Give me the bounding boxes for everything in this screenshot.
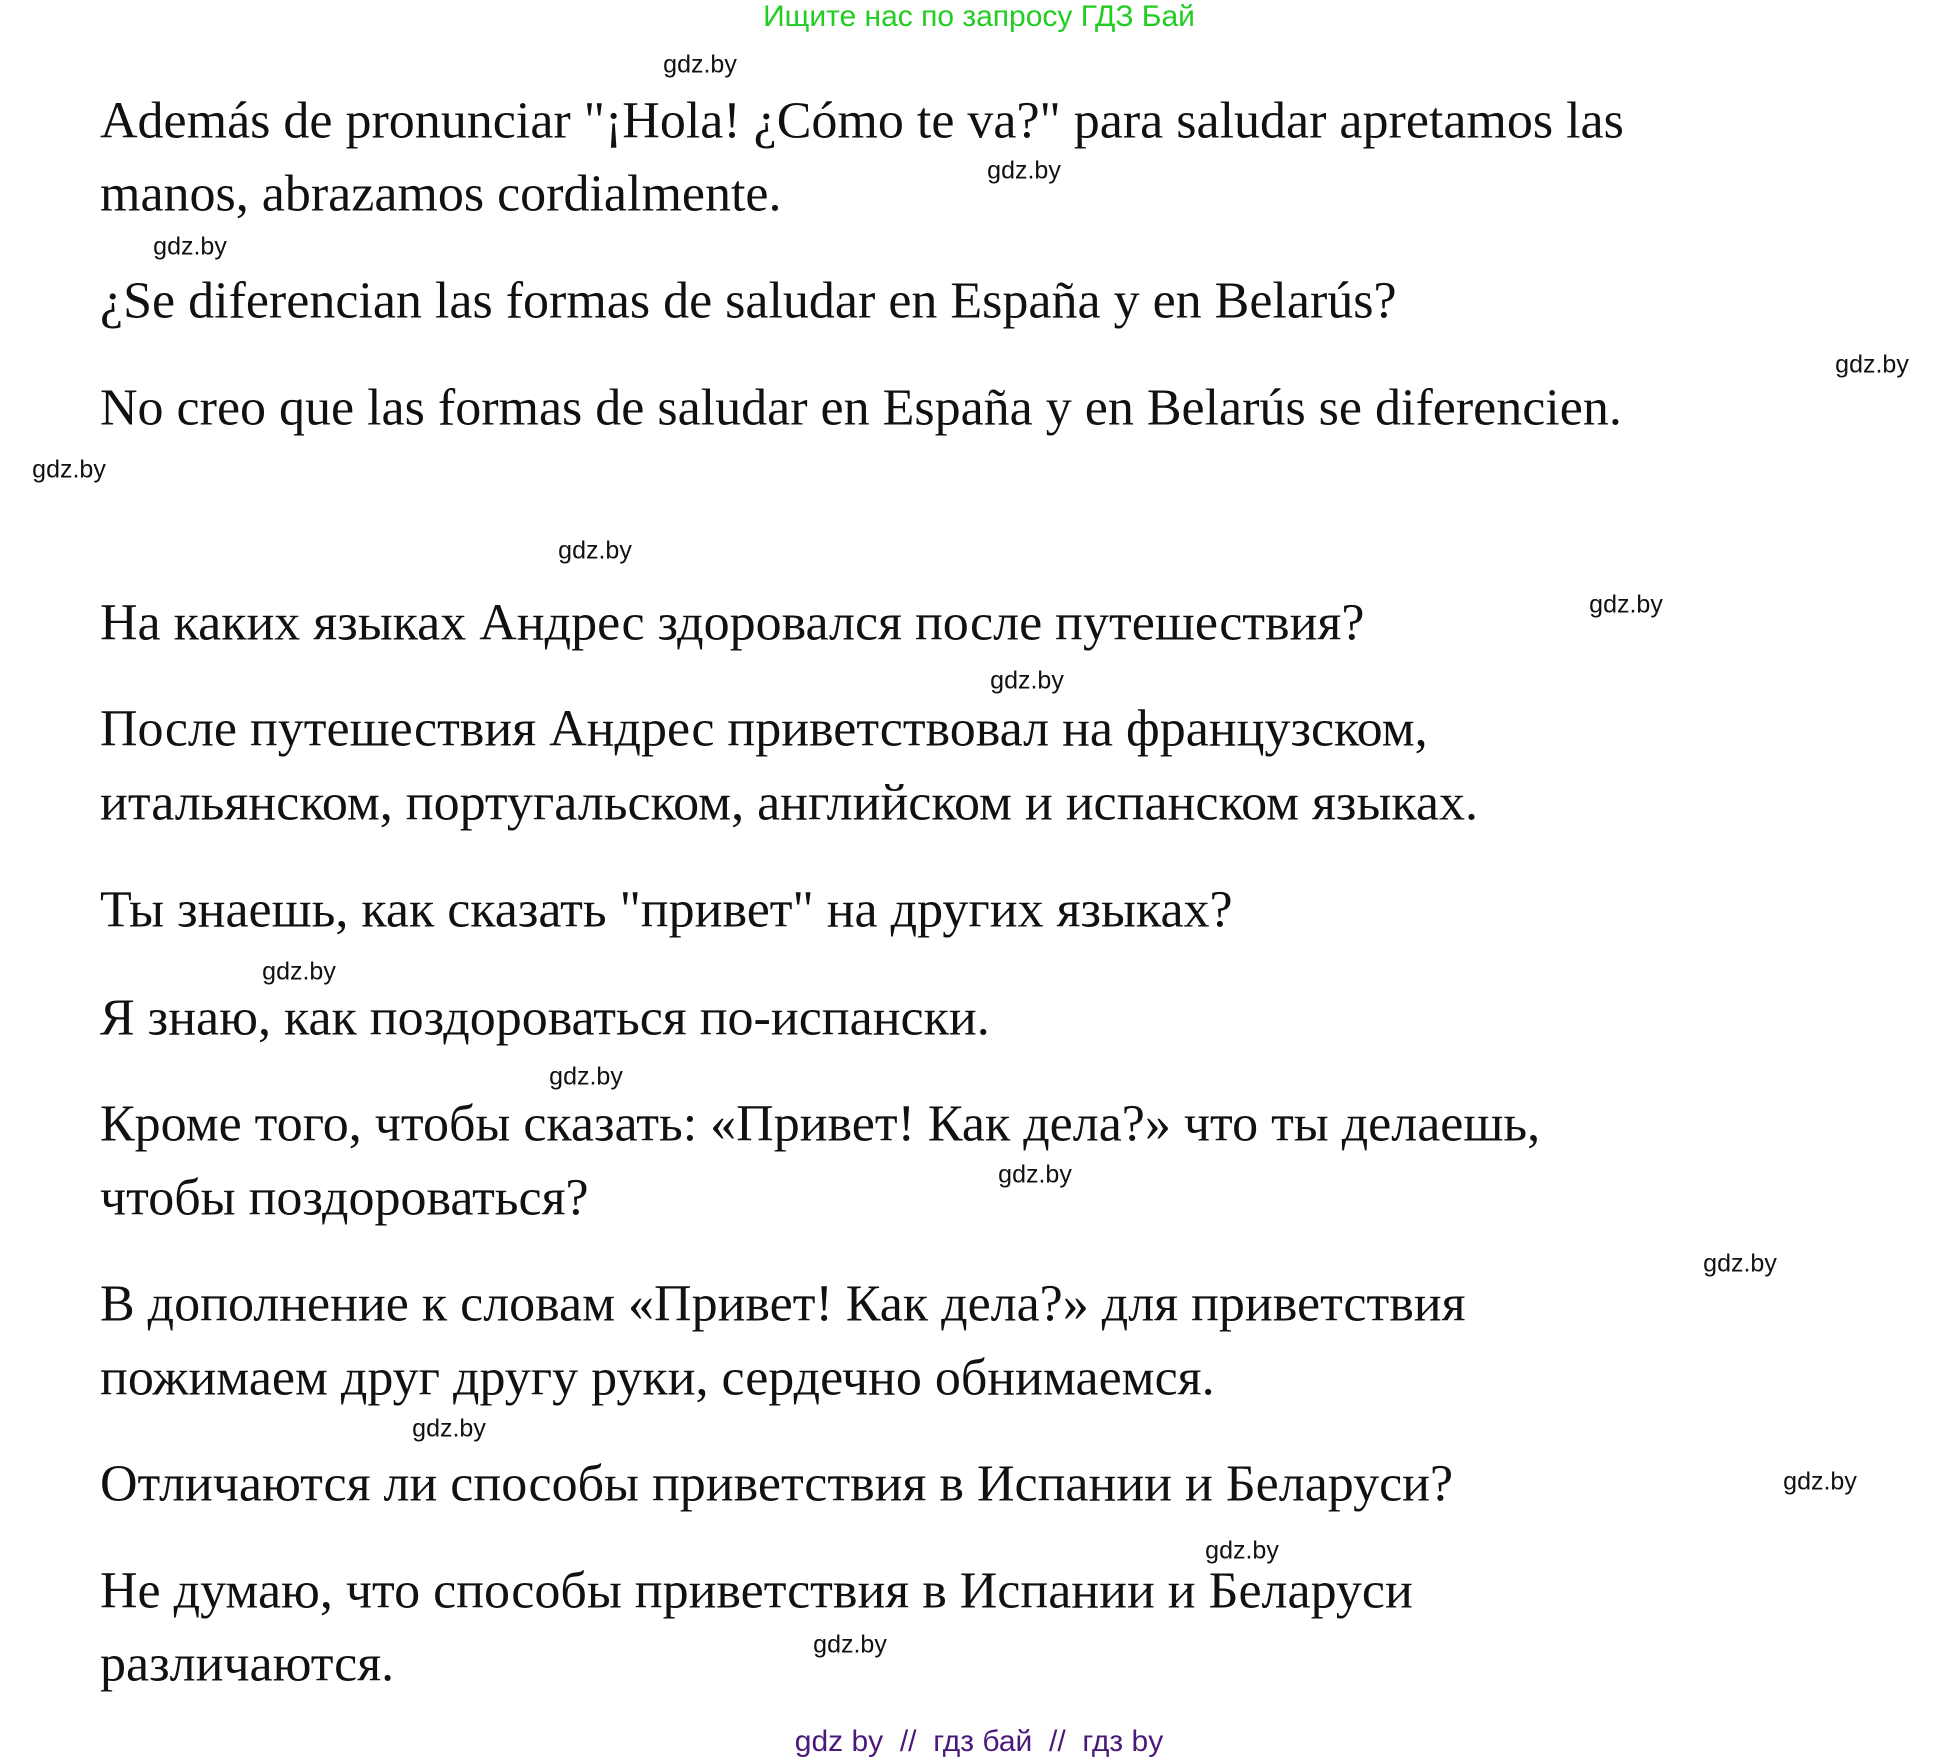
text-line: Además de pronunciar "¡Hola! ¿Cómo te va?" para saludar apretamos las: [100, 92, 1624, 150]
watermark: gdz.by: [1589, 590, 1663, 619]
watermark: gdz.by: [987, 156, 1061, 185]
text-line: manos, abrazamos cordialmente.: [100, 165, 782, 223]
watermark: gdz.by: [990, 666, 1064, 695]
watermark: gdz.by: [663, 50, 737, 79]
watermark: gdz.by: [262, 957, 336, 986]
search-banner: Ищите нас по запросу ГДЗ Бай: [763, 0, 1195, 33]
text-line: ¿Se diferencian las formas de saludar en España y en Belarús?: [100, 272, 1397, 330]
footer-links: gdz by // гдз бай // гдз by: [794, 1725, 1164, 1758]
text-line: Отличаются ли способы приветствия в Испании и Беларуси?: [100, 1455, 1454, 1513]
text-line: На каких языках Андрес здоровался после путешествия?: [100, 594, 1365, 652]
watermark: gdz.by: [1703, 1249, 1777, 1278]
text-line: чтобы поздороваться?: [100, 1169, 589, 1227]
watermark: gdz.by: [32, 455, 106, 484]
text-line: пожимаем друг другу руки, сердечно обнимаемся.: [100, 1349, 1215, 1407]
watermark: gdz.by: [153, 232, 227, 261]
watermark: gdz.by: [1205, 1536, 1279, 1565]
text-line: No creo que las formas de saludar en España y en Belarús se diferencien.: [100, 379, 1622, 437]
watermark: gdz.by: [998, 1160, 1072, 1189]
watermark: gdz.by: [1783, 1467, 1857, 1496]
watermark: gdz.by: [558, 536, 632, 565]
text-line: Не думаю, что способы приветствия в Испании и Беларуси: [100, 1562, 1413, 1620]
watermark: gdz.by: [549, 1062, 623, 1091]
text-line: Кроме того, чтобы сказать: «Привет! Как дела?» что ты делаешь,: [100, 1095, 1541, 1153]
watermark: gdz.by: [1835, 350, 1909, 379]
text-line: итальянском, португальском, английском и испанском языках.: [100, 774, 1478, 832]
text-line: различаются.: [100, 1635, 395, 1693]
text-line: Ты знаешь, как сказать "привет" на других языках?: [100, 881, 1233, 939]
watermark: gdz.by: [813, 1630, 887, 1659]
text-line: В дополнение к словам «Привет! Как дела?» для приветствия: [100, 1275, 1466, 1333]
text-line: Я знаю, как поздороваться по-испански.: [100, 989, 990, 1047]
watermark: gdz.by: [412, 1414, 486, 1443]
text-line: После путешествия Андрес приветствовал на французском,: [100, 700, 1428, 758]
